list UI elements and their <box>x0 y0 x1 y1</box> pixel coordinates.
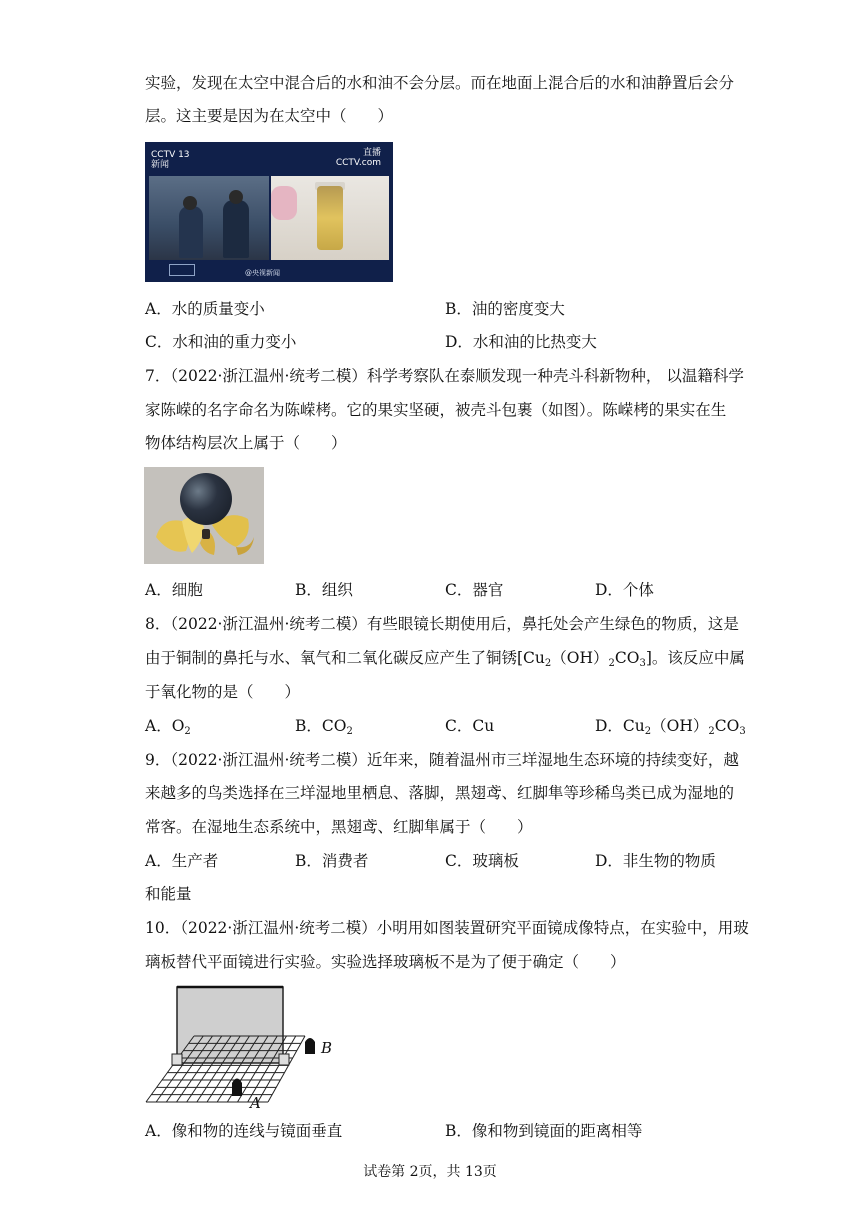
plane-mirror-apparatus-diagram <box>140 984 350 1109</box>
q9-text-line-2: 来越多的鸟类选择在三垟湿地里栖息、落脚，黑翅鸢、红脚隼等珍稀鸟类已成为湿地的 <box>145 784 735 802</box>
astronauts-panel <box>149 176 269 260</box>
label-a: A <box>250 1094 261 1109</box>
q7-text-line-2: 家陈嵘的名字命名为陈嵘栲。它的果实坚硬，被壳斗包裹（如图）。陈嵘栲的果实在生 <box>145 401 727 419</box>
q7-option-b: B．组织 <box>295 581 353 599</box>
q8-option-b: B．$CO_2$ <box>295 717 353 737</box>
q6-option-b: B．油的密度变大 <box>445 300 565 318</box>
q8-option-d: D．$Cu_2(OH)_2CO_3$ <box>595 717 746 737</box>
q9-text-line-3: 常客。在湿地生态系统中，黑翅鸢、红脚隼属于（ ） <box>145 818 533 836</box>
q9-option-a: A．生产者 <box>145 852 219 870</box>
q6-option-d: D．水和油的比热变大 <box>445 333 597 351</box>
q6-text-line-1: 实验，发现在太空中混合后的水和油不会分层。而在地面上混合后的水和油静置后会分 <box>145 74 735 92</box>
space-station-broadcast-image <box>145 142 393 282</box>
q8-text-line-2: 由于铜制的鼻托与水、氧气和二氧化碳反应产生了铜锈$[Cu_2(OH)_2CO_3]$。该反应中属 <box>145 649 745 669</box>
watermark: @央视新闻 <box>245 269 280 277</box>
q7-option-c: C．器官 <box>445 581 504 599</box>
q6-text-line-2: 层。这主要是因为在太空中（ ） <box>145 107 394 125</box>
grid-line <box>146 1036 194 1102</box>
q8-text-line-3: 于氧化物的是（ ） <box>145 683 301 701</box>
q10-text-line-1: 10．（2022·浙江温州·统考二模）小明用如图装置研究平面镜成像特点，在实验中，用玻 <box>145 919 749 937</box>
q7-text-line-1: 7．（2022·浙江温州·统考二模）科学考察队在泰顺发现一种壳斗科新物种， 以温籍科学 <box>145 367 744 385</box>
channel-logo: CCTV 13 新闻 <box>151 150 190 170</box>
q9-option-b: B．消费者 <box>295 852 369 870</box>
q9-option-d-wrap: 和能量 <box>145 885 192 903</box>
station-icon <box>169 264 195 276</box>
q9-text-line-1: 9．（2022·浙江温州·统考二模）近年来，随着温州市三垟湿地生态环境的持续变好，越 <box>145 751 739 769</box>
q7-option-d: D．个体 <box>595 581 654 599</box>
q10-option-b: B．像和物到镜面的距离相等 <box>445 1122 643 1140</box>
page-footer: 试卷第 2页，共 13页 <box>363 1164 497 1180</box>
chestnut-fruit-photo <box>144 467 264 564</box>
q6-option-c: C．水和油的重力变小 <box>145 333 297 351</box>
oil-water-jar-panel <box>271 176 389 260</box>
q7-text-line-3: 物体结构层次上属于（ ） <box>145 434 347 452</box>
q10-text-line-2: 璃板替代平面镜进行实验。实验选择玻璃板不是为了便于确定（ ） <box>145 953 626 971</box>
q8-option-a: A．$O_2$ <box>145 717 191 737</box>
label-b: B <box>321 1039 333 1057</box>
q9-option-d: D．非生物的物质 <box>595 852 716 870</box>
q9-option-c: C．玻璃板 <box>445 852 519 870</box>
q7-option-a: A．细胞 <box>145 581 203 599</box>
q8-option-c: C．Cu <box>445 717 495 735</box>
live-logo: 直播 CCTV.com <box>335 148 381 168</box>
q10-option-a: A．像和物的连线与镜面垂直 <box>145 1122 343 1140</box>
q8-text-line-1: 8．（2022·浙江温州·统考二模）有些眼镜长期使用后，鼻托处会产生绿色的物质，这是 <box>145 615 739 633</box>
q6-option-a: A．水的质量变小 <box>145 300 265 318</box>
